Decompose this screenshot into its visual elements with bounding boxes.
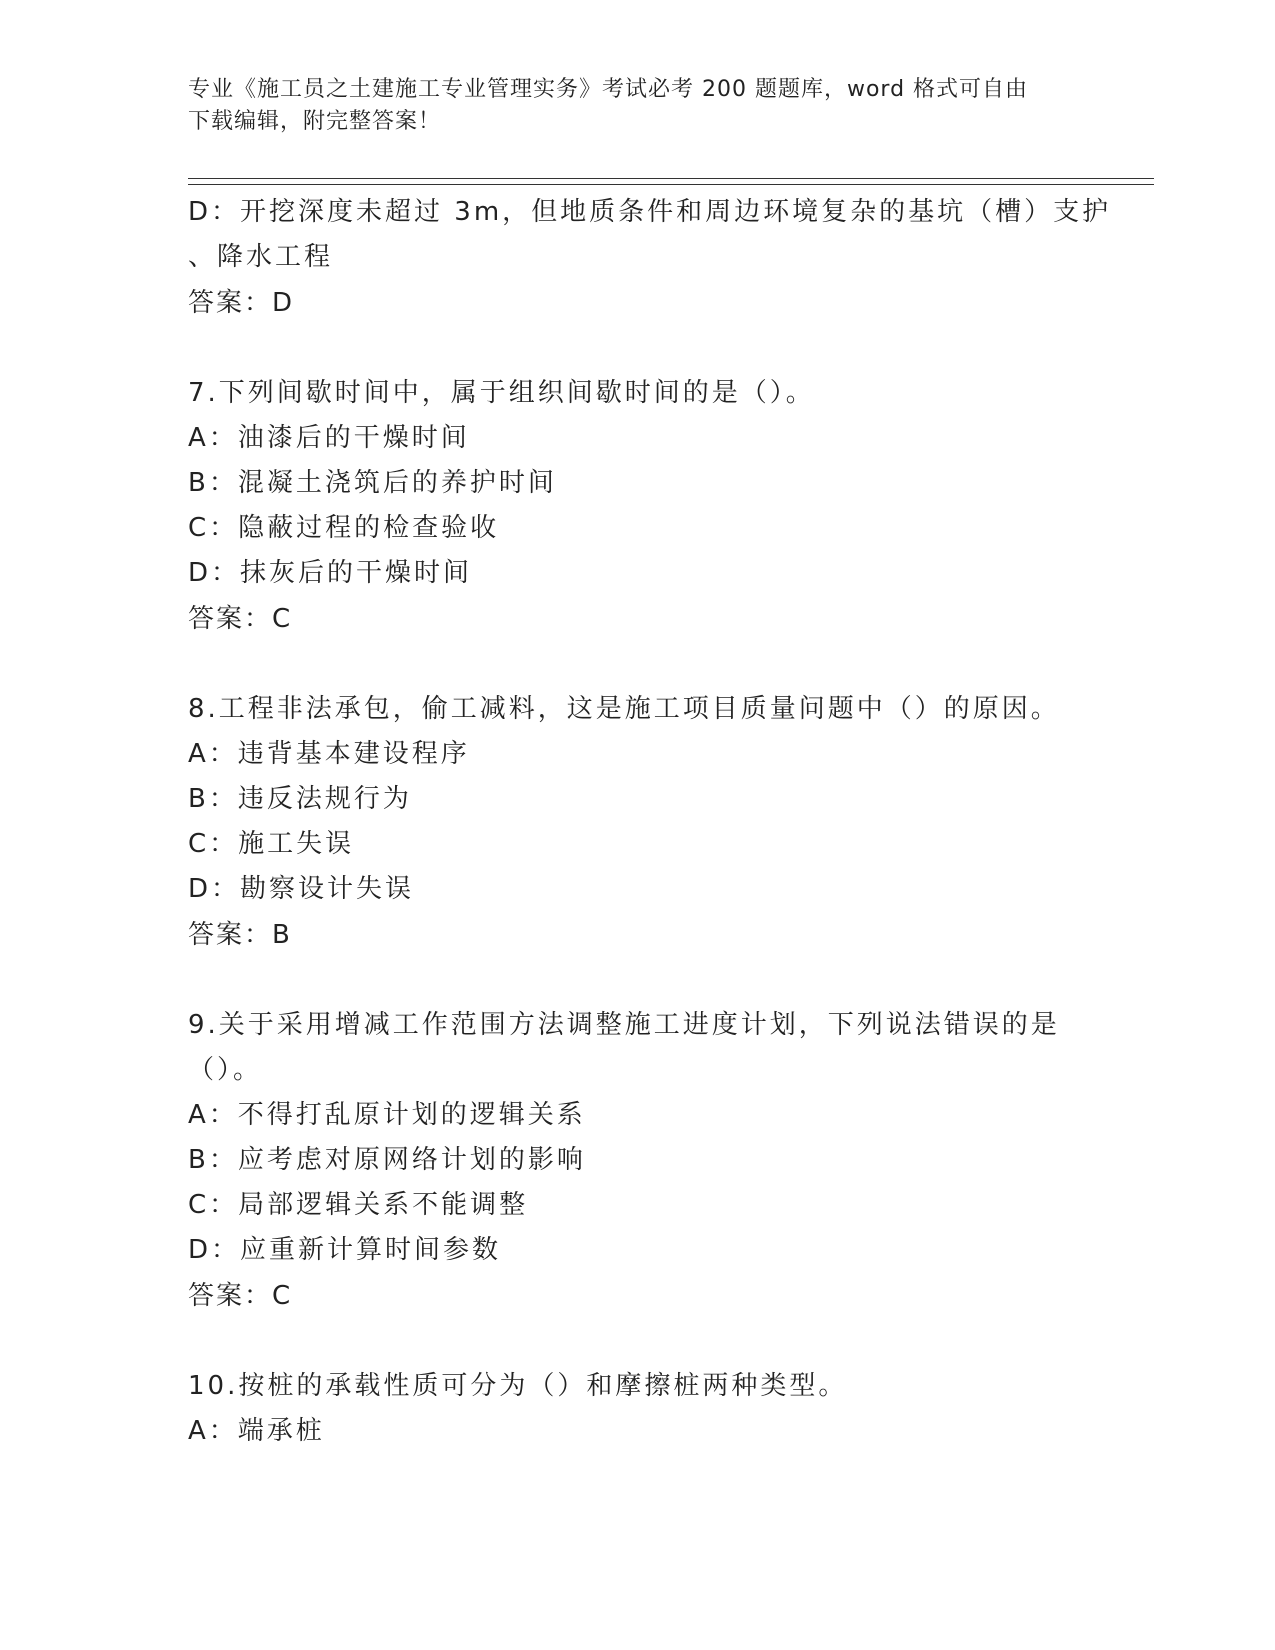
answer-line: 答案：B [188,920,292,950]
answer-line: 答案：C [188,604,293,634]
option-a: A：不得打乱原计划的逻辑关系 [188,1100,586,1130]
spacer [188,326,1088,371]
question-10 [188,1364,1088,1454]
question-7 [188,371,1088,642]
option-c: C：局部逻辑关系不能调整 [188,1190,529,1220]
option-d: D：勘察设计失误 [188,874,415,904]
question-stem: 7.下列间歇时间中，属于组织间歇时间的是（）。 [188,378,815,408]
option-a: A：端承桩 [188,1416,325,1446]
question-stem: 10.按桩的承载性质可分为（）和摩擦桩两种类型。 [188,1371,848,1401]
spacer [188,642,1088,687]
document-body [188,190,1112,1454]
header-title-line-2: 下载编辑，附完整答案！ [188,109,442,134]
option-b: B：应考虑对原网络计划的影响 [188,1145,586,1175]
header-rule-bottom [188,184,1154,185]
spacer [188,958,1088,1003]
option-c: C：隐蔽过程的检查验收 [188,513,500,543]
option-c: C：施工失误 [188,829,355,859]
question-6-carryover [188,190,1112,326]
question-8 [188,687,1088,958]
question-9 [188,1003,1088,1319]
document-header [188,74,1088,138]
option-d-line-1: D：开挖深度未超过 3m，但地质条件和周边环境复杂的基坑（槽）支护 [188,197,1112,227]
option-b: B：违反法规行为 [188,784,412,814]
answer-line: 答案：C [188,1281,293,1311]
question-stem-line-1: 9.关于采用增减工作范围方法调整施工进度计划，下列说法错误的是 [188,1010,1060,1040]
option-a: A：违背基本建设程序 [188,739,470,769]
option-d-line-2: 、降水工程 [188,242,334,272]
header-title-line-1: 专业《施工员之土建施工专业管理实务》考试必考 200 题题库，word 格式可自由 [188,77,1029,102]
question-stem-line-2: （）。 [188,1055,263,1085]
spacer [188,1319,1088,1364]
question-stem: 8.工程非法承包，偷工减料，这是施工项目质量问题中（）的原因。 [188,694,1060,724]
option-d: D：应重新计算时间参数 [188,1235,502,1265]
option-a: A：油漆后的干燥时间 [188,423,470,453]
header-rule-top [188,178,1154,179]
option-d: D：抹灰后的干燥时间 [188,558,473,588]
option-b: B：混凝土浇筑后的养护时间 [188,468,557,498]
answer-line: 答案：D [188,288,295,318]
